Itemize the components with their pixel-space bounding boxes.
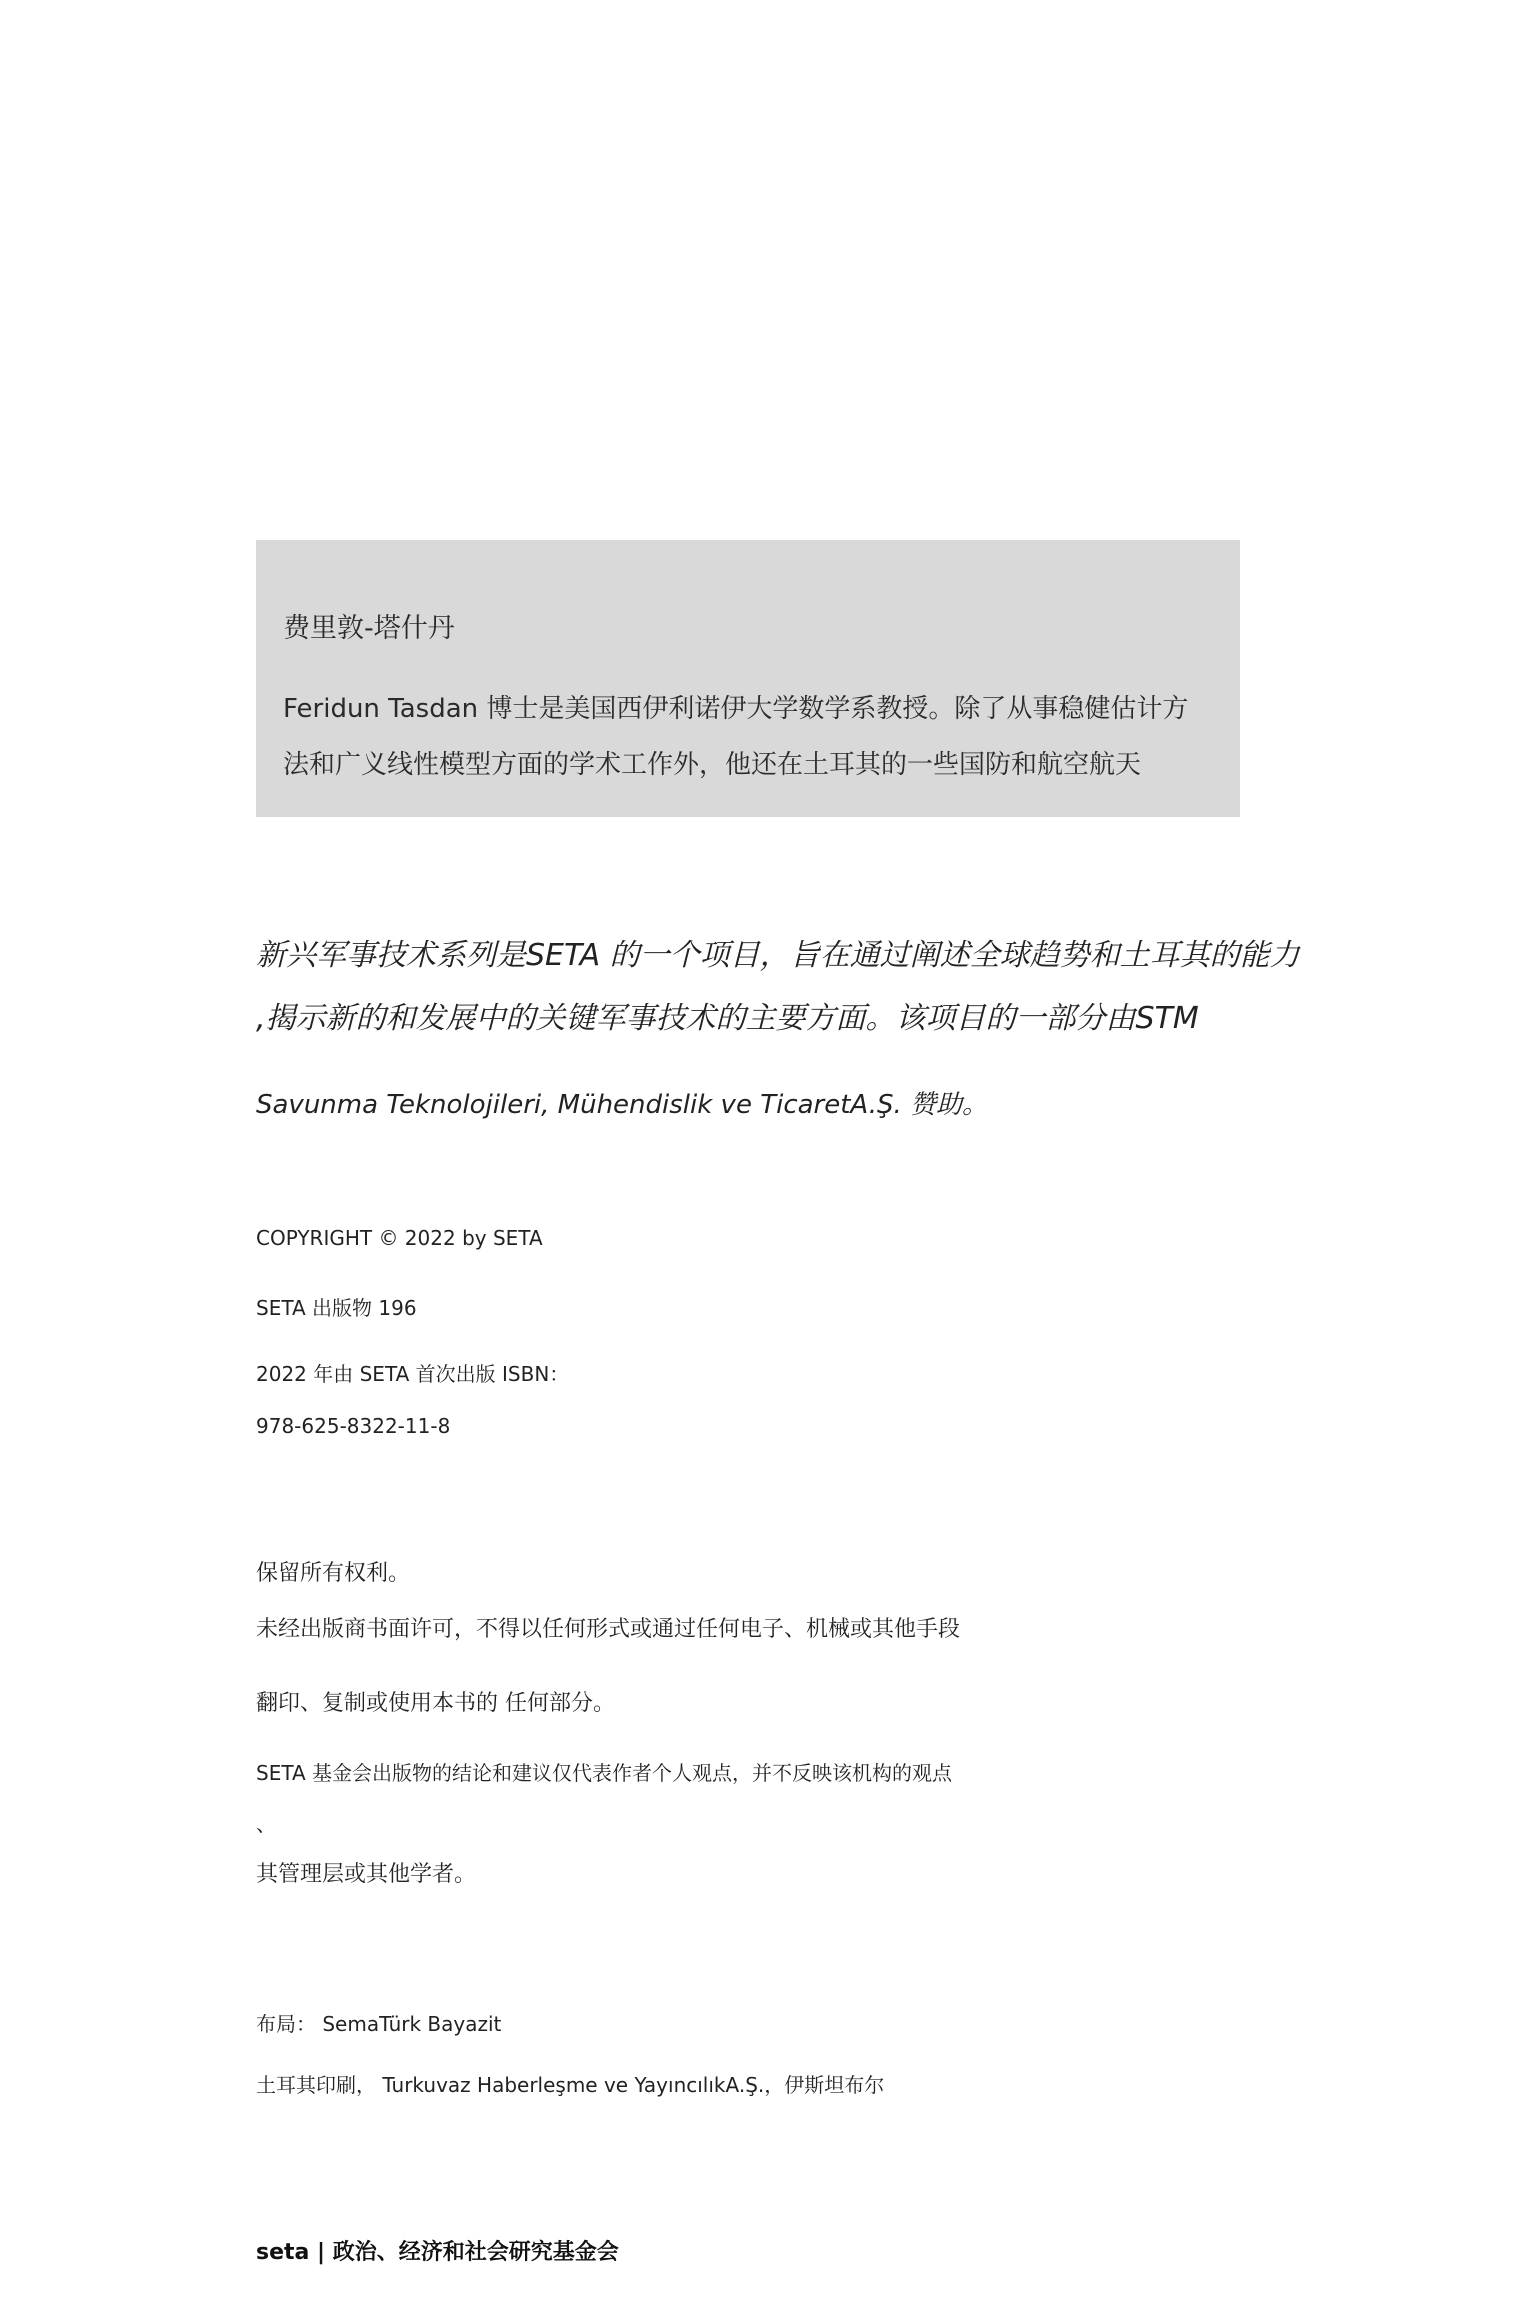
author-name: 费里敦-塔什丹 (283, 613, 455, 644)
series-description-line: ,揭示新的和发展中的关键军事技术的主要方面。该项目的一部分由STM (256, 1001, 1199, 1036)
rights-reserved: 保留所有权利。 (256, 1561, 411, 1586)
publication-number: SETA 出版物 196 (256, 1296, 417, 1320)
author-bio-box (256, 540, 1240, 817)
author-bio-line: 法和广义线性模型方面的学术工作外，他还在土耳其的一些国防和航空航天 (283, 750, 1142, 780)
printing-credit: 土耳其印刷， Turkuvaz Haberleşme ve YayıncılıkA.Ş.，伊斯坦布尔 (256, 2073, 885, 2097)
disclaimer-line: 其管理层或其他学者。 (256, 1862, 477, 1887)
disclaimer-mark: 、 (256, 1812, 276, 1836)
footer-publisher: seta | 政治、经济和社会研究基金会 (256, 2240, 619, 2265)
series-sponsor-line: Savunma Teknolojileri, Mühendislik ve TicaretA.Ş. 赞助。 (256, 1090, 988, 1120)
rights-line: 翻印、复制或使用本书的 任何部分。 (256, 1691, 615, 1716)
layout-credit: 布局： SemaTürk Bayazit (256, 2012, 502, 2036)
isbn-number: 978-625-8322-11-8 (256, 1414, 451, 1438)
author-bio-line: Feridun Tasdan 博士是美国西伊利诺伊大学数学系教授。除了从事稳健估计方 (283, 694, 1189, 724)
first-edition-line: 2022 年由 SETA 首次出版 ISBN： (256, 1362, 570, 1386)
rights-line: 未经出版商书面许可，不得以任何形式或通过任何电子、机械或其他手段 (256, 1617, 961, 1642)
disclaimer-line: SETA 基金会出版物的结论和建议仅代表作者个人观点，并不反映该机构的观点 (256, 1761, 953, 1785)
copyright-notice: COPYRIGHT © 2022 by SETA (256, 1226, 543, 1250)
series-description-line: 新兴军事技术系列是SETA 的一个项目，旨在通过阐述全球趋势和土耳其的能力 (256, 938, 1300, 973)
